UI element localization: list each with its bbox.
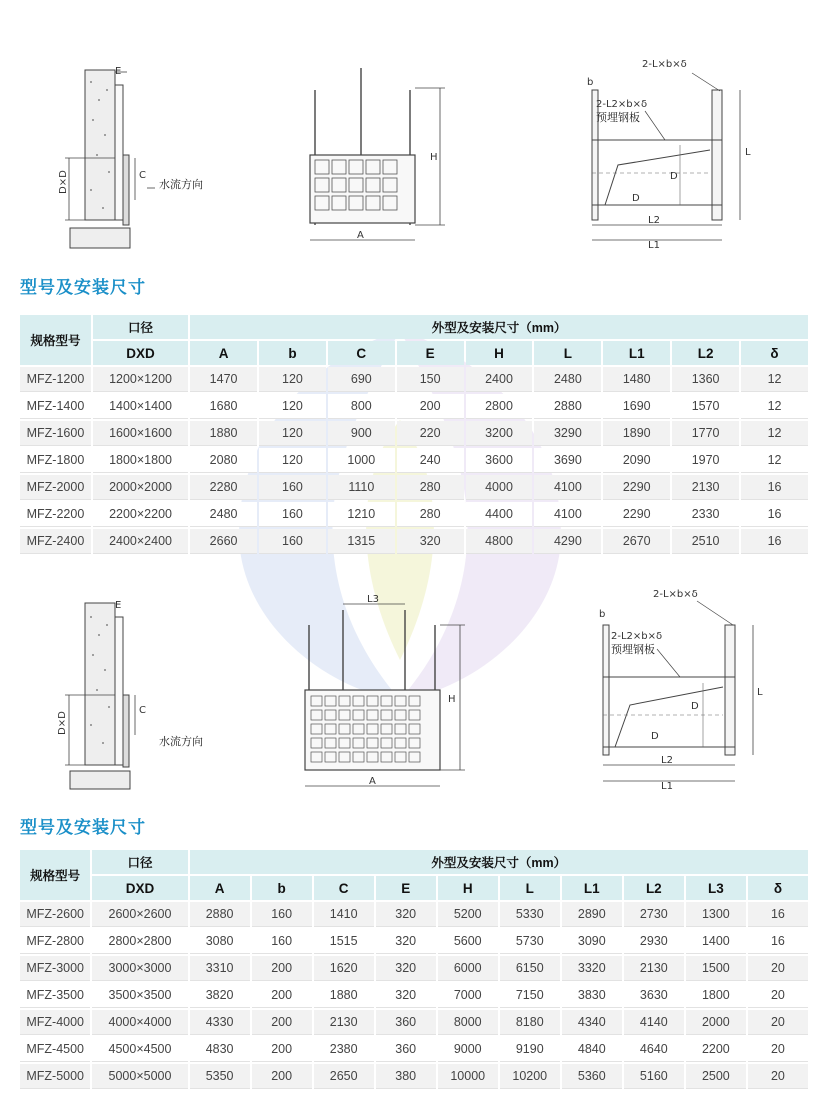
spec-table-2 <box>18 848 810 1091</box>
value-cell: 1200×1200 <box>93 367 188 392</box>
value-cell: 4340 <box>562 1010 622 1035</box>
header-model: 规格型号 <box>20 315 91 365</box>
column-header: δ <box>748 876 808 900</box>
value-cell: 2660 <box>190 529 257 554</box>
value-cell: 1410 <box>314 902 374 927</box>
label-l1: L1 <box>648 240 660 251</box>
value-cell: 20 <box>748 1037 808 1062</box>
value-cell: 2290 <box>603 475 670 500</box>
column-header: A <box>190 341 257 365</box>
value-cell: 2400×2400 <box>93 529 188 554</box>
flow-direction-label: 水流方向 <box>159 178 203 191</box>
value-cell: 1680 <box>190 394 257 419</box>
value-cell: 320 <box>376 929 436 954</box>
column-header: E <box>397 341 464 365</box>
value-cell: 1800 <box>686 983 746 1008</box>
value-cell: 5730 <box>500 929 560 954</box>
note-plate-dims: 2-L2×b×δ <box>596 99 648 110</box>
value-cell: 2670 <box>603 529 670 554</box>
value-cell: 2090 <box>603 448 670 473</box>
value-cell: 2000 <box>686 1010 746 1035</box>
value-cell: 320 <box>376 902 436 927</box>
value-cell: 2330 <box>672 502 739 527</box>
column-header: H <box>466 341 533 365</box>
note-angle-steel: 2-L×b×δ <box>642 59 687 70</box>
value-cell: 2130 <box>314 1010 374 1035</box>
value-cell: 1210 <box>328 502 395 527</box>
value-cell: 16 <box>741 502 808 527</box>
label-l1: L1 <box>661 781 673 792</box>
value-cell: 9000 <box>438 1037 498 1062</box>
value-cell: 1880 <box>314 983 374 1008</box>
value-cell: 2200×2200 <box>93 502 188 527</box>
value-cell: 160 <box>259 502 326 527</box>
value-cell: 5000×5000 <box>92 1064 187 1089</box>
value-cell: 360 <box>376 1010 436 1035</box>
value-cell: 320 <box>376 956 436 981</box>
label-l3: L3 <box>367 594 379 605</box>
table-row <box>20 929 808 954</box>
model-cell: MFZ-2200 <box>20 502 91 527</box>
label-a: A <box>357 230 364 241</box>
column-header: DXD <box>92 876 187 900</box>
value-cell: 200 <box>252 1037 312 1062</box>
value-cell: 3320 <box>562 956 622 981</box>
label-l2: L2 <box>661 755 673 766</box>
value-cell: 200 <box>397 394 464 419</box>
table-row <box>20 983 808 1008</box>
column-header: DXD <box>93 341 188 365</box>
column-header: H <box>438 876 498 900</box>
label-c: C <box>139 705 146 716</box>
value-cell: 150 <box>397 367 464 392</box>
value-cell: 360 <box>376 1037 436 1062</box>
table-row <box>20 421 808 446</box>
value-cell: 120 <box>259 394 326 419</box>
header-dimensions: 外型及安装尺寸（mm） <box>190 315 808 339</box>
flow-direction-label: 水流方向 <box>159 735 203 748</box>
value-cell: 2130 <box>624 956 684 981</box>
value-cell: 4100 <box>534 475 601 500</box>
value-cell: 20 <box>748 956 808 981</box>
table-row <box>20 1064 808 1089</box>
note-plate-dims: 2-L2×b×δ <box>611 631 663 642</box>
model-cell: MFZ-2400 <box>20 529 91 554</box>
value-cell: 1480 <box>603 367 670 392</box>
column-header: L2 <box>672 341 739 365</box>
value-cell: 10200 <box>500 1064 560 1089</box>
value-cell: 2480 <box>534 367 601 392</box>
value-cell: 12 <box>741 421 808 446</box>
value-cell: 4140 <box>624 1010 684 1035</box>
column-header: b <box>252 876 312 900</box>
value-cell: 160 <box>259 475 326 500</box>
value-cell: 1515 <box>314 929 374 954</box>
front-view-drawing-bottom <box>295 590 475 800</box>
value-cell: 3000×3000 <box>92 956 187 981</box>
value-cell: 2800 <box>466 394 533 419</box>
section-title-1: 型号及安装尺寸 <box>20 278 146 297</box>
value-cell: 1600×1600 <box>93 421 188 446</box>
value-cell: 280 <box>397 475 464 500</box>
value-cell: 16 <box>748 929 808 954</box>
value-cell: 5160 <box>624 1064 684 1089</box>
column-header: b <box>259 341 326 365</box>
spec-table-1 <box>18 313 810 556</box>
value-cell: 1300 <box>686 902 746 927</box>
value-cell: 3310 <box>190 956 250 981</box>
label-e: E <box>115 600 122 611</box>
value-cell: 4830 <box>190 1037 250 1062</box>
label-d-horizontal: D <box>632 193 640 204</box>
column-header: L <box>500 876 560 900</box>
column-header: C <box>314 876 374 900</box>
value-cell: 2080 <box>190 448 257 473</box>
value-cell: 9190 <box>500 1037 560 1062</box>
column-header: C <box>328 341 395 365</box>
model-cell: MFZ-4000 <box>20 1010 90 1035</box>
value-cell: 200 <box>252 1010 312 1035</box>
table-row <box>20 1010 808 1035</box>
value-cell: 1000 <box>328 448 395 473</box>
value-cell: 16 <box>748 902 808 927</box>
value-cell: 1400 <box>686 929 746 954</box>
value-cell: 160 <box>252 902 312 927</box>
value-cell: 2480 <box>190 502 257 527</box>
value-cell: 1880 <box>190 421 257 446</box>
value-cell: 2730 <box>624 902 684 927</box>
value-cell: 1970 <box>672 448 739 473</box>
table-row <box>20 448 808 473</box>
value-cell: 2510 <box>672 529 739 554</box>
note-embedded-plate: 预埋钢板 <box>611 643 655 656</box>
label-dxd: D×D <box>58 170 69 194</box>
value-cell: 240 <box>397 448 464 473</box>
value-cell: 3830 <box>562 983 622 1008</box>
value-cell: 1470 <box>190 367 257 392</box>
value-cell: 3630 <box>624 983 684 1008</box>
value-cell: 800 <box>328 394 395 419</box>
note-angle-steel: 2-L×b×δ <box>653 589 698 600</box>
value-cell: 4290 <box>534 529 601 554</box>
label-h: H <box>448 694 456 705</box>
value-cell: 2130 <box>672 475 739 500</box>
value-cell: 6150 <box>500 956 560 981</box>
value-cell: 1570 <box>672 394 739 419</box>
column-header: L3 <box>686 876 746 900</box>
model-cell: MFZ-1200 <box>20 367 91 392</box>
column-header: E <box>376 876 436 900</box>
value-cell: 5330 <box>500 902 560 927</box>
column-header: L2 <box>624 876 684 900</box>
value-cell: 2800×2800 <box>92 929 187 954</box>
value-cell: 12 <box>741 367 808 392</box>
value-cell: 3600 <box>466 448 533 473</box>
value-cell: 220 <box>397 421 464 446</box>
value-cell: 5360 <box>562 1064 622 1089</box>
label-b: b <box>599 609 606 620</box>
value-cell: 1770 <box>672 421 739 446</box>
value-cell: 1400×1400 <box>93 394 188 419</box>
label-l2: L2 <box>648 215 660 226</box>
column-header: L <box>534 341 601 365</box>
header-bore: 口径 <box>93 315 188 339</box>
table-row <box>20 956 808 981</box>
value-cell: 3090 <box>562 929 622 954</box>
table-row <box>20 394 808 419</box>
value-cell: 4000 <box>466 475 533 500</box>
value-cell: 20 <box>748 1064 808 1089</box>
value-cell: 200 <box>252 1064 312 1089</box>
column-header: L1 <box>603 341 670 365</box>
value-cell: 200 <box>252 983 312 1008</box>
value-cell: 4840 <box>562 1037 622 1062</box>
value-cell: 7150 <box>500 983 560 1008</box>
side-section-drawing-top <box>55 60 235 260</box>
header-model: 规格型号 <box>20 850 90 900</box>
value-cell: 1890 <box>603 421 670 446</box>
value-cell: 8000 <box>438 1010 498 1035</box>
model-cell: MFZ-3500 <box>20 983 90 1008</box>
value-cell: 2280 <box>190 475 257 500</box>
table-row <box>20 902 808 927</box>
value-cell: 1315 <box>328 529 395 554</box>
value-cell: 280 <box>397 502 464 527</box>
value-cell: 2930 <box>624 929 684 954</box>
value-cell: 3200 <box>466 421 533 446</box>
value-cell: 4800 <box>466 529 533 554</box>
label-dxd: D×D <box>57 711 68 735</box>
value-cell: 2000×2000 <box>93 475 188 500</box>
value-cell: 5200 <box>438 902 498 927</box>
value-cell: 4000×4000 <box>92 1010 187 1035</box>
value-cell: 2290 <box>603 502 670 527</box>
value-cell: 1690 <box>603 394 670 419</box>
value-cell: 7000 <box>438 983 498 1008</box>
label-b: b <box>587 77 594 88</box>
value-cell: 10000 <box>438 1064 498 1089</box>
value-cell: 3820 <box>190 983 250 1008</box>
value-cell: 1110 <box>328 475 395 500</box>
value-cell: 8180 <box>500 1010 560 1035</box>
header-bore: 口径 <box>92 850 187 874</box>
model-cell: MFZ-3000 <box>20 956 90 981</box>
value-cell: 4640 <box>624 1037 684 1062</box>
value-cell: 2600×2600 <box>92 902 187 927</box>
column-header: L1 <box>562 876 622 900</box>
value-cell: 20 <box>748 1010 808 1035</box>
value-cell: 1800×1800 <box>93 448 188 473</box>
label-d-horizontal: D <box>651 731 659 742</box>
value-cell: 3290 <box>534 421 601 446</box>
label-c: C <box>139 170 146 181</box>
plan-view-drawing-bottom <box>585 585 775 795</box>
side-section-drawing-bottom <box>55 595 235 795</box>
label-e: E <box>115 66 122 77</box>
column-header: δ <box>741 341 808 365</box>
value-cell: 20 <box>748 983 808 1008</box>
header-dimensions: 外型及安装尺寸（mm） <box>190 850 808 874</box>
table-row <box>20 367 808 392</box>
value-cell: 1500 <box>686 956 746 981</box>
value-cell: 120 <box>259 448 326 473</box>
model-cell: MFZ-2800 <box>20 929 90 954</box>
section-title-2: 型号及安装尺寸 <box>20 818 146 837</box>
value-cell: 5600 <box>438 929 498 954</box>
value-cell: 16 <box>741 529 808 554</box>
note-embedded-plate: 预埋钢板 <box>596 111 640 124</box>
value-cell: 690 <box>328 367 395 392</box>
value-cell: 2380 <box>314 1037 374 1062</box>
value-cell: 120 <box>259 367 326 392</box>
value-cell: 160 <box>252 929 312 954</box>
model-cell: MFZ-4500 <box>20 1037 90 1062</box>
value-cell: 4500×4500 <box>92 1037 187 1062</box>
value-cell: 4100 <box>534 502 601 527</box>
value-cell: 380 <box>376 1064 436 1089</box>
label-l: L <box>745 147 751 158</box>
value-cell: 5350 <box>190 1064 250 1089</box>
label-l: L <box>757 687 763 698</box>
value-cell: 12 <box>741 394 808 419</box>
front-view-drawing-top <box>295 60 455 260</box>
table-row <box>20 502 808 527</box>
table-row <box>20 529 808 554</box>
label-d-vertical: D <box>670 171 678 182</box>
value-cell: 2880 <box>534 394 601 419</box>
model-cell: MFZ-1800 <box>20 448 91 473</box>
label-a: A <box>369 776 376 787</box>
value-cell: 16 <box>741 475 808 500</box>
model-cell: MFZ-1600 <box>20 421 91 446</box>
value-cell: 900 <box>328 421 395 446</box>
model-cell: MFZ-2000 <box>20 475 91 500</box>
value-cell: 1360 <box>672 367 739 392</box>
value-cell: 2880 <box>190 902 250 927</box>
column-header: A <box>190 876 250 900</box>
model-cell: MFZ-5000 <box>20 1064 90 1089</box>
value-cell: 2200 <box>686 1037 746 1062</box>
model-cell: MFZ-1400 <box>20 394 91 419</box>
value-cell: 3500×3500 <box>92 983 187 1008</box>
value-cell: 2500 <box>686 1064 746 1089</box>
value-cell: 320 <box>376 983 436 1008</box>
value-cell: 200 <box>252 956 312 981</box>
value-cell: 12 <box>741 448 808 473</box>
value-cell: 3690 <box>534 448 601 473</box>
value-cell: 1620 <box>314 956 374 981</box>
value-cell: 3080 <box>190 929 250 954</box>
value-cell: 2890 <box>562 902 622 927</box>
value-cell: 6000 <box>438 956 498 981</box>
value-cell: 4400 <box>466 502 533 527</box>
plan-view-drawing-top <box>570 55 760 260</box>
table-row <box>20 1037 808 1062</box>
value-cell: 160 <box>259 529 326 554</box>
model-cell: MFZ-2600 <box>20 902 90 927</box>
label-d-vertical: D <box>691 701 699 712</box>
table-row <box>20 475 808 500</box>
value-cell: 120 <box>259 421 326 446</box>
value-cell: 2650 <box>314 1064 374 1089</box>
value-cell: 320 <box>397 529 464 554</box>
value-cell: 2400 <box>466 367 533 392</box>
value-cell: 4330 <box>190 1010 250 1035</box>
label-h: H <box>430 152 438 163</box>
